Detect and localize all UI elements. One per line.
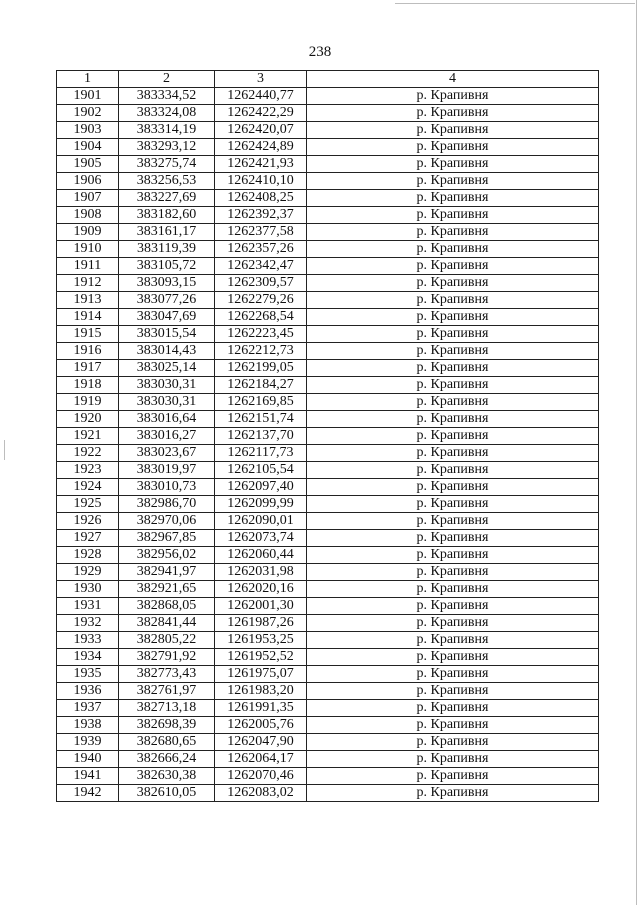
cell-description: р. Крапивня (307, 768, 599, 785)
cell-y-coordinate: 1262410,10 (215, 173, 307, 190)
cell-y-coordinate: 1262097,40 (215, 479, 307, 496)
scan-edge-line-right (636, 0, 637, 905)
cell-y-coordinate: 1262421,93 (215, 156, 307, 173)
cell-point-number: 1934 (57, 649, 119, 666)
cell-description: р. Крапивня (307, 530, 599, 547)
cell-description: р. Крапивня (307, 309, 599, 326)
cell-y-coordinate: 1262184,27 (215, 377, 307, 394)
cell-x-coordinate: 382773,43 (119, 666, 215, 683)
cell-point-number: 1915 (57, 326, 119, 343)
cell-x-coordinate: 383016,64 (119, 411, 215, 428)
cell-point-number: 1927 (57, 530, 119, 547)
cell-description: р. Крапивня (307, 326, 599, 343)
cell-x-coordinate: 383077,26 (119, 292, 215, 309)
cell-x-coordinate: 382805,22 (119, 632, 215, 649)
table-row (57, 326, 599, 343)
cell-point-number: 1909 (57, 224, 119, 241)
cell-description: р. Крапивня (307, 564, 599, 581)
cell-description: р. Крапивня (307, 139, 599, 156)
cell-point-number: 1938 (57, 717, 119, 734)
table-row (57, 139, 599, 156)
cell-point-number: 1941 (57, 768, 119, 785)
cell-y-coordinate: 1262073,74 (215, 530, 307, 547)
cell-description: р. Крапивня (307, 156, 599, 173)
cell-point-number: 1908 (57, 207, 119, 224)
column-header-point: 1 (57, 71, 119, 88)
cell-x-coordinate: 382956,02 (119, 547, 215, 564)
column-header-x: 2 (119, 71, 215, 88)
cell-point-number: 1925 (57, 496, 119, 513)
cell-y-coordinate: 1262099,99 (215, 496, 307, 513)
cell-description: р. Крапивня (307, 717, 599, 734)
cell-point-number: 1920 (57, 411, 119, 428)
cell-point-number: 1924 (57, 479, 119, 496)
cell-point-number: 1913 (57, 292, 119, 309)
cell-x-coordinate: 382761,97 (119, 683, 215, 700)
cell-y-coordinate: 1262105,54 (215, 462, 307, 479)
cell-y-coordinate: 1261991,35 (215, 700, 307, 717)
table-row (57, 377, 599, 394)
cell-point-number: 1942 (57, 785, 119, 802)
cell-y-coordinate: 1262060,44 (215, 547, 307, 564)
cell-x-coordinate: 382630,38 (119, 768, 215, 785)
cell-description: р. Крапивня (307, 411, 599, 428)
cell-description: р. Крапивня (307, 292, 599, 309)
cell-description: р. Крапивня (307, 258, 599, 275)
cell-y-coordinate: 1261975,07 (215, 666, 307, 683)
table-body (57, 88, 599, 802)
table-row (57, 88, 599, 105)
cell-point-number: 1936 (57, 683, 119, 700)
cell-y-coordinate: 1262090,01 (215, 513, 307, 530)
cell-description: р. Крапивня (307, 207, 599, 224)
cell-x-coordinate: 382680,65 (119, 734, 215, 751)
table-row (57, 632, 599, 649)
cell-x-coordinate: 383227,69 (119, 190, 215, 207)
table-row (57, 785, 599, 802)
cell-y-coordinate: 1262392,37 (215, 207, 307, 224)
cell-point-number: 1902 (57, 105, 119, 122)
cell-point-number: 1935 (57, 666, 119, 683)
cell-point-number: 1901 (57, 88, 119, 105)
cell-y-coordinate: 1261953,25 (215, 632, 307, 649)
cell-point-number: 1926 (57, 513, 119, 530)
cell-point-number: 1937 (57, 700, 119, 717)
table-row (57, 343, 599, 360)
table-row (57, 734, 599, 751)
cell-y-coordinate: 1261983,20 (215, 683, 307, 700)
coordinates-table (56, 70, 599, 802)
cell-x-coordinate: 383025,14 (119, 360, 215, 377)
cell-point-number: 1930 (57, 581, 119, 598)
cell-y-coordinate: 1262001,30 (215, 598, 307, 615)
table-row (57, 105, 599, 122)
table-row (57, 700, 599, 717)
table-row (57, 258, 599, 275)
cell-description: р. Крапивня (307, 462, 599, 479)
table-row (57, 207, 599, 224)
cell-x-coordinate: 383014,43 (119, 343, 215, 360)
scan-edge-line-left (4, 440, 5, 460)
cell-point-number: 1940 (57, 751, 119, 768)
cell-description: р. Крапивня (307, 377, 599, 394)
cell-y-coordinate: 1262020,16 (215, 581, 307, 598)
table-row (57, 224, 599, 241)
table-row (57, 530, 599, 547)
cell-y-coordinate: 1262199,05 (215, 360, 307, 377)
cell-point-number: 1919 (57, 394, 119, 411)
cell-y-coordinate: 1262279,26 (215, 292, 307, 309)
cell-description: р. Крапивня (307, 734, 599, 751)
table-row (57, 615, 599, 632)
cell-y-coordinate: 1262137,70 (215, 428, 307, 445)
cell-x-coordinate: 383324,08 (119, 105, 215, 122)
cell-description: р. Крапивня (307, 666, 599, 683)
table-row (57, 122, 599, 139)
cell-x-coordinate: 383010,73 (119, 479, 215, 496)
cell-point-number: 1904 (57, 139, 119, 156)
cell-point-number: 1939 (57, 734, 119, 751)
cell-y-coordinate: 1262268,54 (215, 309, 307, 326)
cell-x-coordinate: 383047,69 (119, 309, 215, 326)
table-row (57, 717, 599, 734)
cell-x-coordinate: 383105,72 (119, 258, 215, 275)
cell-y-coordinate: 1261987,26 (215, 615, 307, 632)
cell-x-coordinate: 383314,19 (119, 122, 215, 139)
cell-point-number: 1917 (57, 360, 119, 377)
cell-point-number: 1905 (57, 156, 119, 173)
table-row (57, 462, 599, 479)
cell-x-coordinate: 383275,74 (119, 156, 215, 173)
cell-description: р. Крапивня (307, 343, 599, 360)
table-row (57, 598, 599, 615)
cell-point-number: 1929 (57, 564, 119, 581)
cell-point-number: 1914 (57, 309, 119, 326)
table-row (57, 768, 599, 785)
cell-x-coordinate: 382868,05 (119, 598, 215, 615)
table-row (57, 428, 599, 445)
cell-x-coordinate: 382713,18 (119, 700, 215, 717)
cell-description: р. Крапивня (307, 649, 599, 666)
cell-x-coordinate: 383016,27 (119, 428, 215, 445)
cell-point-number: 1921 (57, 428, 119, 445)
table-row (57, 241, 599, 258)
cell-description: р. Крапивня (307, 445, 599, 462)
cell-description: р. Крапивня (307, 122, 599, 139)
cell-x-coordinate: 382698,39 (119, 717, 215, 734)
cell-point-number: 1931 (57, 598, 119, 615)
table-row (57, 666, 599, 683)
table-row (57, 751, 599, 768)
table-row (57, 581, 599, 598)
cell-description: р. Крапивня (307, 394, 599, 411)
cell-point-number: 1903 (57, 122, 119, 139)
cell-description: р. Крапивня (307, 785, 599, 802)
cell-point-number: 1916 (57, 343, 119, 360)
cell-y-coordinate: 1262169,85 (215, 394, 307, 411)
cell-y-coordinate: 1262070,46 (215, 768, 307, 785)
cell-y-coordinate: 1262117,73 (215, 445, 307, 462)
cell-x-coordinate: 382967,85 (119, 530, 215, 547)
cell-y-coordinate: 1262151,74 (215, 411, 307, 428)
cell-x-coordinate: 383182,60 (119, 207, 215, 224)
table-row (57, 496, 599, 513)
cell-description: р. Крапивня (307, 428, 599, 445)
cell-y-coordinate: 1262031,98 (215, 564, 307, 581)
cell-point-number: 1928 (57, 547, 119, 564)
page-number: 238 (308, 44, 332, 60)
table-row (57, 190, 599, 207)
table-row (57, 173, 599, 190)
cell-description: р. Крапивня (307, 190, 599, 207)
cell-x-coordinate: 383334,52 (119, 88, 215, 105)
table-row (57, 411, 599, 428)
cell-point-number: 1911 (57, 258, 119, 275)
cell-x-coordinate: 382791,92 (119, 649, 215, 666)
cell-x-coordinate: 383030,31 (119, 377, 215, 394)
cell-description: р. Крапивня (307, 547, 599, 564)
cell-x-coordinate: 382610,05 (119, 785, 215, 802)
cell-x-coordinate: 382970,06 (119, 513, 215, 530)
cell-y-coordinate: 1262005,76 (215, 717, 307, 734)
cell-description: р. Крапивня (307, 241, 599, 258)
cell-y-coordinate: 1262064,17 (215, 751, 307, 768)
table-row (57, 479, 599, 496)
cell-description: р. Крапивня (307, 751, 599, 768)
cell-y-coordinate: 1262047,90 (215, 734, 307, 751)
cell-description: р. Крапивня (307, 581, 599, 598)
cell-y-coordinate: 1261952,52 (215, 649, 307, 666)
table-row (57, 394, 599, 411)
cell-point-number: 1923 (57, 462, 119, 479)
cell-description: р. Крапивня (307, 275, 599, 292)
cell-y-coordinate: 1262083,02 (215, 785, 307, 802)
cell-description: р. Крапивня (307, 513, 599, 530)
cell-point-number: 1906 (57, 173, 119, 190)
cell-y-coordinate: 1262342,47 (215, 258, 307, 275)
cell-x-coordinate: 383030,31 (119, 394, 215, 411)
table-row (57, 564, 599, 581)
cell-x-coordinate: 383019,97 (119, 462, 215, 479)
cell-point-number: 1922 (57, 445, 119, 462)
cell-point-number: 1912 (57, 275, 119, 292)
cell-y-coordinate: 1262422,29 (215, 105, 307, 122)
cell-x-coordinate: 382986,70 (119, 496, 215, 513)
table-row (57, 649, 599, 666)
cell-description: р. Крапивня (307, 496, 599, 513)
cell-description: р. Крапивня (307, 700, 599, 717)
cell-y-coordinate: 1262424,89 (215, 139, 307, 156)
cell-x-coordinate: 383256,53 (119, 173, 215, 190)
table-row (57, 156, 599, 173)
cell-description: р. Крапивня (307, 598, 599, 615)
cell-description: р. Крапивня (307, 105, 599, 122)
cell-point-number: 1933 (57, 632, 119, 649)
cell-y-coordinate: 1262377,58 (215, 224, 307, 241)
table-row (57, 309, 599, 326)
cell-x-coordinate: 383093,15 (119, 275, 215, 292)
table-header-row (57, 71, 599, 88)
cell-point-number: 1932 (57, 615, 119, 632)
cell-x-coordinate: 382941,97 (119, 564, 215, 581)
table-row (57, 683, 599, 700)
cell-description: р. Крапивня (307, 615, 599, 632)
cell-y-coordinate: 1262212,73 (215, 343, 307, 360)
cell-y-coordinate: 1262440,77 (215, 88, 307, 105)
cell-y-coordinate: 1262309,57 (215, 275, 307, 292)
cell-x-coordinate: 383015,54 (119, 326, 215, 343)
table-row (57, 547, 599, 564)
cell-y-coordinate: 1262223,45 (215, 326, 307, 343)
cell-point-number: 1918 (57, 377, 119, 394)
cell-description: р. Крапивня (307, 479, 599, 496)
cell-x-coordinate: 383161,17 (119, 224, 215, 241)
table-row (57, 360, 599, 377)
cell-description: р. Крапивня (307, 683, 599, 700)
cell-x-coordinate: 382666,24 (119, 751, 215, 768)
cell-description: р. Крапивня (307, 632, 599, 649)
cell-y-coordinate: 1262408,25 (215, 190, 307, 207)
cell-description: р. Крапивня (307, 224, 599, 241)
cell-description: р. Крапивня (307, 173, 599, 190)
cell-y-coordinate: 1262420,07 (215, 122, 307, 139)
table-row (57, 275, 599, 292)
cell-x-coordinate: 382921,65 (119, 581, 215, 598)
cell-x-coordinate: 383023,67 (119, 445, 215, 462)
table-row (57, 513, 599, 530)
cell-x-coordinate: 383293,12 (119, 139, 215, 156)
cell-point-number: 1910 (57, 241, 119, 258)
cell-description: р. Крапивня (307, 88, 599, 105)
cell-x-coordinate: 383119,39 (119, 241, 215, 258)
scan-edge-line-top (395, 3, 635, 4)
column-header-y: 3 (215, 71, 307, 88)
column-header-description: 4 (307, 71, 599, 88)
cell-y-coordinate: 1262357,26 (215, 241, 307, 258)
cell-description: р. Крапивня (307, 360, 599, 377)
cell-x-coordinate: 382841,44 (119, 615, 215, 632)
cell-point-number: 1907 (57, 190, 119, 207)
table-row (57, 292, 599, 309)
table-row (57, 445, 599, 462)
